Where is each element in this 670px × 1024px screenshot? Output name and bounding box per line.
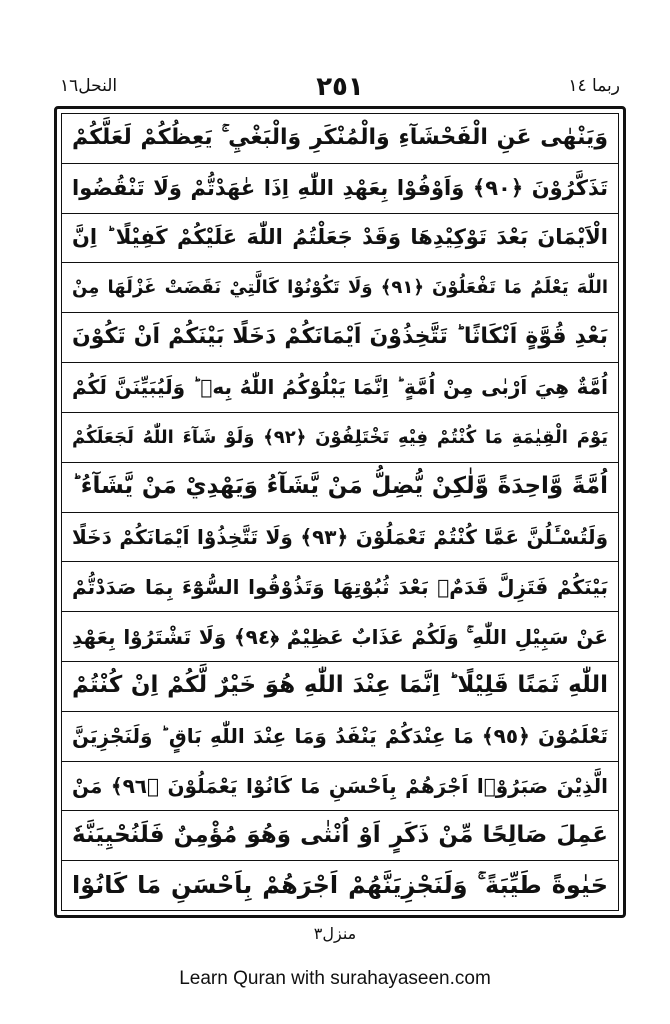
line-text: وَلَتُسْـَٔلُنَّ عَمَّا كُنْتُمْ تَعْمَلُوْنَ ﴿٩٣﴾ وَلَا تَتَّخِذُوْا اَيْمَانَكُمْ دَخَلًا [72,524,609,549]
line-text: عَمِلَ صَالِحًا مِّنْ ذَكَرٍ اَوْ اُنْثٰى وَهُوَ مُؤْمِنٌ فَلَنُحْيِيَنَّهٗ [72,821,608,848]
line-text: عَنْ سَبِيْلِ اللّٰهِ ۚ وَلَكُمْ عَذَابٌ عَظِيْمٌ ﴿٩٤﴾ وَلَا تَشْتَرُوْا بِعَهْدِ [72,624,608,649]
line-text: وَيَنْهٰى عَنِ الْفَحْشَآءِ وَالْمُنْكَرِ وَالْبَغْيِ ۚ يَعِظُكُمْ لَعَلَّكُمْ [72,125,608,151]
line-text: الَّذِيْنَ صَبَرُوْۤا اَجْرَهُمْ بِاَحْسَنِ مَا كَانُوْا يَعْمَلُوْنَ ﴿٩٦﴾ مَنْ [72,773,609,798]
line-text: بَيْنَكُمْ فَتَزِلَّ قَدَمٌۢ بَعْدَ ثُبُوْتِهَا وَتَذُوْقُوا السُّوْٓءَ بِمَا صَدَدْتُّمْ [72,574,608,599]
text-line [62,214,618,264]
text-line [62,861,618,910]
para-name: ربما ١٤ [568,76,620,96]
text-line [62,612,618,662]
line-text: بَعْدِ قُوَّةٍ اَنْكَاثًا ؕ تَتَّخِذُوْنَ اَيْمَانَكُمْ دَخَلًا بَيْنَكُمْ اَنْ تَكُوْنَ [72,324,608,350]
page-header [60,72,620,106]
page-number: ٢٥١ [316,72,364,102]
website-credit: Learn Quran with surahayaseen.com [179,968,491,989]
text-line [62,712,618,762]
surah-name: النحل١٦ [60,76,118,96]
text-line [62,562,618,612]
line-text: اللّٰهَ يَعْلَمُ مَا تَفْعَلُوْنَ ﴿٩١﴾ وَلَا تَكُوْنُوْا كَالَّتِيْ نَقَضَتْ غَزْلَهَا مِنْ [72,277,608,299]
text-lines [61,113,619,911]
text-line [62,811,618,861]
text-line [62,513,618,563]
text-line [62,762,618,812]
line-text: تَذَكَّرُوْنَ ﴿٩٠﴾ وَاَوْفُوْا بِعَهْدِ اللّٰهِ اِذَا عٰهَدْتُّمْ وَلَا تَنْقُضُوا [72,175,608,200]
text-line [62,164,618,214]
text-line [62,413,618,463]
text-line [62,662,618,712]
manzil-label: منزل٣ [313,924,357,943]
line-text: تَعْلَمُوْنَ ﴿٩٥﴾ مَا عِنْدَكُمْ يَنْفَدُ وَمَا عِنْدَ اللّٰهِ بَاقٍ ؕ وَلَنَجْزِيَنَّ [72,724,608,749]
text-line [62,463,618,513]
text-line [62,363,618,413]
line-text: اُمَّةً وَّاحِدَةً وَّلٰكِنْ يُّضِلُّ مَنْ يَّشَآءُ وَيَهْدِيْ مَنْ يَّشَآءُ ؕ [72,473,608,500]
line-text: اُمَّةٌ هِيَ اَرْبٰى مِنْ اُمَّةٍ ؕ اِنَّمَا يَبْلُوْكُمُ اللّٰهُ بِهٖ ؕ وَلَيُبَيِّنَنَّ لَكُمْ [72,375,608,400]
text-frame [54,106,626,918]
line-text: الْاَيْمَانَ بَعْدَ تَوْكِيْدِهَا وَقَدْ جَعَلْتُمُ اللّٰهَ عَلَيْكُمْ كَفِيْلًا ؕ اِنَّ [72,225,608,250]
line-text: يَوْمَ الْقِيٰمَةِ مَا كُنْتُمْ فِيْهِ تَخْتَلِفُوْنَ ﴿٩٢﴾ وَلَوْ شَآءَ اللّٰهُ لَجَعَلَكُمْ [72,426,608,448]
text-line [62,263,618,313]
line-text: حَيٰوةً طَيِّبَةً ۚ وَلَنَجْزِيَنَّهُمْ اَجْرَهُمْ بِاَحْسَنِ مَا كَانُوْا [72,871,608,899]
text-line [62,114,618,164]
line-text: اللّٰهِ ثَمَنًا قَلِيْلًا ؕ اِنَّمَا عِنْدَ اللّٰهِ هُوَ خَيْرٌ لَّكُمْ اِنْ كُنْتُمْ [72,672,608,699]
text-line [62,313,618,363]
